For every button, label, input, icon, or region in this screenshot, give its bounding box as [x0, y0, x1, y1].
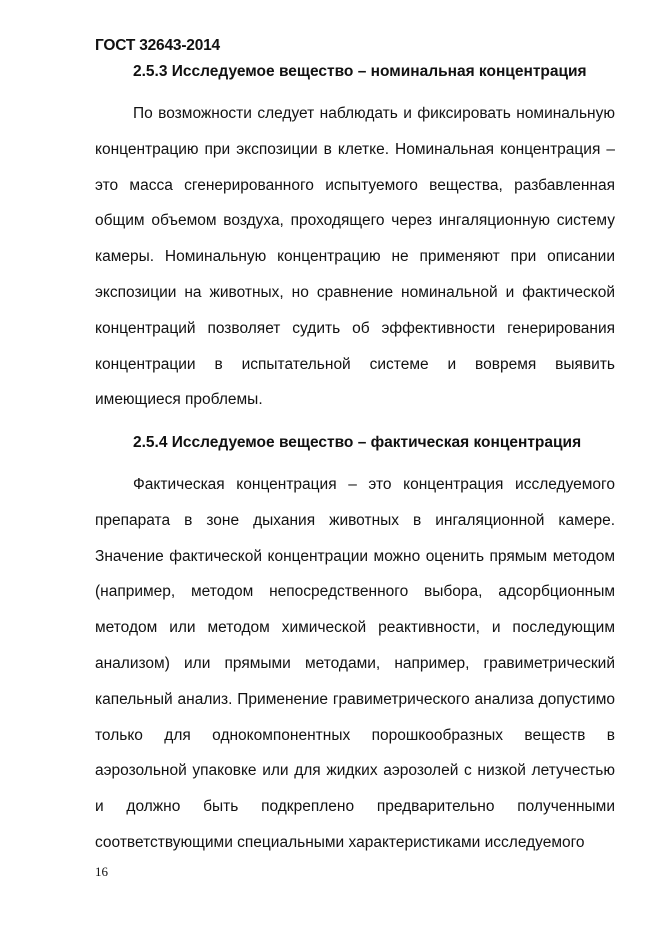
section-heading-2-5-3: 2.5.3 Исследуемое вещество – номинальная концентрация	[133, 63, 587, 80]
document-code: ГОСТ 32643-2014	[95, 37, 220, 54]
page-number: 16	[95, 864, 108, 879]
section-paragraph-2-5-3: По возможности следует наблюдать и фиксировать номинальную концентрацию при экспозиции в клетке. Номинальная концентрация – это масса сгенерированного испытуемого вещества, разбавленная общим объемом воздуха, проходящего через ингаляционную систему камеры. Номинальную концентрацию не применяют при описании экспозиции на животных, но сравнение номинальной и фактической концентраций позволяет судить об эффективности генерирования концентрации в испытательной системе и вовремя выявить имеющиеся проблемы.	[95, 105, 615, 409]
section-paragraph-2-5-4: Фактическая концентрация – это концентрация исследуемого препарата в зоне дыхания животных в ингаляционной камере. Значение фактической концентрации можно оценить прямым методом (например, методом непосредственного выбора, адсорбционным методом или методом химической реактивности, и последующим анализом) или прямыми методами, например, гравиметрический капельный анализ. Применение гравиметрического анализа допустимо только для однокомпонентных порошкообразных веществ в аэрозольной упаковке или для жидких аэрозолей с низкой летучестью и должно быть подкреплено предварительно полученными соответствующими специальными характеристиками исследуемого	[95, 476, 615, 851]
section-heading-2-5-4: 2.5.4 Исследуемое вещество – фактическая концентрация	[133, 434, 582, 451]
